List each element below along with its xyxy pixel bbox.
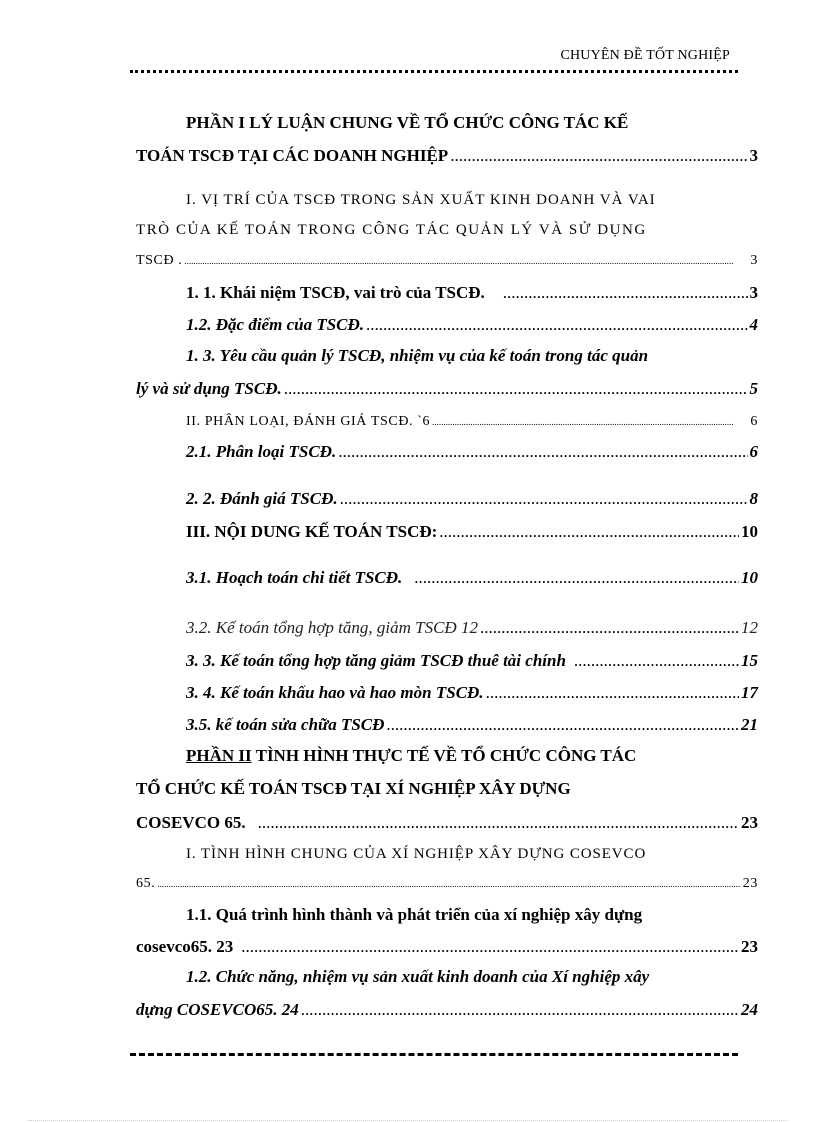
- dot-leader: [301, 999, 739, 1021]
- toc-entry-title: 3.5. kế toán sửa chữa TSCĐ: [186, 715, 385, 734]
- dot-leader: [480, 617, 739, 639]
- toc-entry-3-5[interactable]: [186, 714, 758, 736]
- toc-entry-title: 1. 1. Khái niệm TSCĐ, vai trò của TSCĐ.: [186, 283, 485, 302]
- toc-entry-title: 2. 2. Đánh giá TSCĐ.: [186, 489, 338, 508]
- toc-p2-1-1-line1: 1.1. Quá trình hình thành và phát triển của xí nghiệp xây dựng: [186, 905, 643, 924]
- dot-leader: [439, 521, 739, 543]
- toc-page-number: 3: [750, 253, 758, 268]
- dot-leader: [340, 488, 748, 510]
- dot-leader: [503, 282, 748, 304]
- toc-part2-title-line1: [186, 745, 636, 767]
- toc-entry-p2-1-1[interactable]: [136, 936, 758, 958]
- toc-entry-title: cosevco65. 23: [136, 937, 234, 956]
- toc-entry-title: lý và sử dụng TSCĐ.: [136, 379, 282, 398]
- toc-page-number: 17: [741, 683, 758, 702]
- toc-entry-p2-section1[interactable]: [136, 873, 758, 895]
- toc-entry-part2[interactable]: [136, 812, 758, 834]
- toc-entry-2-1[interactable]: [186, 441, 758, 463]
- toc-entry-title: 3. 4. Kế toán khấu hao và hao mòn TSCĐ.: [186, 683, 484, 702]
- toc-entry-section1[interactable]: [136, 250, 758, 272]
- dot-leader: [338, 441, 747, 463]
- toc-page-number: 21: [741, 715, 758, 734]
- dot-leader: [284, 378, 748, 400]
- toc-page-number: 15: [741, 651, 758, 670]
- toc-entry-3-4[interactable]: [186, 682, 758, 704]
- dot-leader: [386, 714, 739, 736]
- dot-leader: [486, 682, 739, 704]
- toc-page-number: 23: [742, 876, 758, 891]
- part2-label: PHẦN II: [186, 746, 252, 765]
- toc-part2-title-line2: TỔ CHỨC KẾ TOÁN TSCĐ TẠI XÍ NGHIỆP XÂY DỰNG: [136, 779, 571, 798]
- toc-entry-part1[interactable]: [136, 145, 758, 167]
- toc-page-number: 12: [741, 618, 758, 637]
- toc-page-number: 24: [741, 1000, 758, 1019]
- toc-p2-section1-line1: I. TÌNH HÌNH CHUNG CỦA XÍ NGHIỆP XÂY DỰNG COSEVCO: [186, 846, 647, 862]
- toc-page-number: 3: [749, 146, 758, 165]
- toc-page-number: 10: [741, 522, 758, 541]
- toc-page-number: 6: [749, 442, 758, 461]
- toc-entry-title: 1.2. Đặc điểm của TSCĐ.: [186, 315, 365, 334]
- toc-entry-title: TSCĐ .: [136, 253, 183, 268]
- toc-entry-title: 3. 3. Kế toán tổng hợp tăng giảm TSCĐ thuê tài chính: [186, 651, 566, 670]
- toc-part1-title-line1: PHẦN I LÝ LUẬN CHUNG VỀ TỔ CHỨC CÔNG TÁC KẾ: [186, 113, 629, 132]
- toc-entry-p2-1-2[interactable]: [136, 999, 758, 1021]
- toc-1-3-line1: 1. 3. Yêu cầu quản lý TSCĐ, nhiệm vụ của kế toán trong tác quản: [186, 346, 649, 365]
- toc-section1-line1: I. VỊ TRÍ CỦA TSCĐ TRONG SẢN XUẤT KINH DOANH VÀ VAI: [186, 192, 656, 208]
- toc-p2-1-2-line1: 1.2. Chức năng, nhiệm vụ sản xuất kinh doanh của Xí nghiệp xây: [186, 967, 650, 986]
- dot-leader: [157, 873, 740, 895]
- dot-leader: [366, 314, 747, 336]
- running-header: CHUYÊN ĐỀ TỐT NGHIỆP: [560, 48, 730, 63]
- toc-entry-title: dựng COSEVCO65. 24: [136, 1000, 299, 1019]
- toc-page-number: 3: [749, 283, 758, 302]
- toc-page-number: 6: [750, 414, 758, 429]
- toc-entry-1-2[interactable]: [186, 314, 758, 336]
- toc-entry-title: II. PHÂN LOẠI, ĐÁNH GIÁ TSCĐ. `6: [186, 414, 431, 429]
- dot-leader: [432, 411, 734, 433]
- toc-entry-title: COSEVCO 65.: [136, 813, 246, 832]
- dot-leader: [450, 145, 747, 167]
- toc-entry-2-2[interactable]: [186, 488, 758, 510]
- dot-leader: [414, 567, 739, 589]
- toc-entry-3-1[interactable]: [186, 567, 758, 589]
- toc-page-number: 23: [741, 937, 758, 956]
- toc-page-number: 10: [741, 568, 758, 587]
- toc-entry-section3[interactable]: [186, 521, 758, 543]
- toc-page-number: 5: [749, 379, 758, 398]
- toc-page-number: 4: [749, 315, 758, 334]
- toc-entry-title: 2.1. Phân loại TSCĐ.: [186, 442, 337, 461]
- toc-entry-title: 65.: [136, 876, 156, 891]
- toc-entry-title: 3.2. Kế toán tổng hợp tăng, giảm TSCĐ 12: [186, 618, 478, 637]
- toc-entry-1-1[interactable]: [186, 282, 758, 304]
- toc-page-number: 8: [749, 489, 758, 508]
- toc-section1-line2: TRÒ CỦA KẾ TOÁN TRONG CÔNG TÁC QUẢN LÝ VÀ SỬ DỤNG: [136, 222, 647, 238]
- part2-title-text: TÌNH HÌNH THỰC TẾ VỀ TỔ CHỨC CÔNG TÁC: [251, 746, 637, 765]
- dot-leader: [184, 250, 734, 272]
- toc-entry-3-3[interactable]: [186, 650, 758, 672]
- toc-page-number: 23: [741, 813, 758, 832]
- toc-entry-1-3[interactable]: [136, 378, 758, 400]
- toc-entry-title: TOÁN TSCĐ TẠI CÁC DOANH NGHIỆP: [136, 146, 449, 165]
- toc-entry-section2[interactable]: [186, 411, 758, 433]
- dot-leader: [574, 650, 739, 672]
- dot-leader: [258, 812, 739, 834]
- footer-divider: [130, 1053, 738, 1056]
- toc-entry-3-2[interactable]: [186, 617, 758, 639]
- toc-entry-title: 3.1. Hoạch toán chi tiết TSCĐ.: [186, 568, 403, 587]
- toc-entry-title: III. NỘI DUNG KẾ TOÁN TSCĐ:: [186, 522, 438, 541]
- dot-leader: [241, 936, 739, 958]
- page-edge: [28, 1120, 788, 1121]
